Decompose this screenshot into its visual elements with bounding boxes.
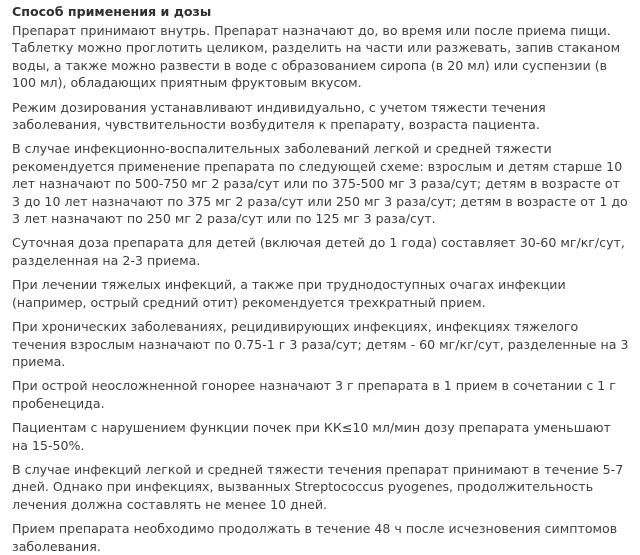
paragraph-administration: Препарат принимают внутрь. Препарат назначают до, во время или после приема пищи. Таблетку можно проглотить целиком, разделить на части или разжевать, запив стаканом воды, а также можно развести в воде с образованием сиропа (в 20 мл) или суспензии (в 100 мл), обладающих приятным фруктовым вкусом. — [12, 23, 621, 91]
paragraph-gonorrhea: При острой неосложненной гонорее назначают 3 г препарата в 1 прием в сочетании с 1 г пробенецида. — [12, 378, 616, 411]
paragraph-treatment-duration: В случае инфекций легкой и средней тяжести течения препарат принимают в течение 5-7 дней. Однако при инфекциях, вызванных Streptococcus pyogenes, продолжительность лечения должна составлять не менее 10 дней. — [12, 461, 624, 512]
paragraph-children-daily-dose: Суточная доза препарата для детей (включая детей до 1 года) составляет 30-60 мг/кг/сут, разделенная на 2-3 приема. — [12, 235, 625, 268]
paragraph-chronic-diseases: При хронических заболеваниях, рецидивирующих инфекциях, инфекциях тяжелого течения взрослым назначают по 0.75-1 г 3 раза/сут; детям - 60 мг/кг/сут, разделенные на 3 приема. — [12, 319, 629, 369]
paragraph-mild-moderate-scheme: В случае инфекционно-воспалительных заболеваний легкой и средней тяжести рекомендуется применение препарата по следующей схеме: взрослым и детям старше 10 лет назначают по 500-750 мг 2 раза/сут или по 375-500 мг 3 раза/сут; детям в возрасте от 3 до 10 лет назначают по 375 мг 2 раза/сут или 250 мг 3 раза/сут; детям в возрасте от 1 до 3 лет назначают по 250 мг 2 раза/сут или по 125 мг 3 раза/сут. — [12, 141, 628, 227]
paragraph-severe-infections: При лечении тяжелых инфекций, а также при труднодоступных очагах инфекции (например, острый средний отит) рекомендуется трехкратный прием. — [12, 277, 566, 310]
paragraph-renal-impairment: Пациентам с нарушением функции почек при КК≤10 мл/мин дозу препарата уменьшают на 15-50%. — [12, 420, 611, 453]
section-title: Способ применения и дозы — [12, 4, 212, 19]
paragraph-dosing-regimen: Режим дозирования устанавливают индивидуально, с учетом тяжести течения заболевания, чувствительности возбудителя к препарату, возраста пациента. — [12, 99, 546, 133]
paragraph-continue-after-symptoms: Прием препарата необходимо продолжать в течение 48 ч после исчезновения симптомов заболевания. — [12, 521, 618, 554]
